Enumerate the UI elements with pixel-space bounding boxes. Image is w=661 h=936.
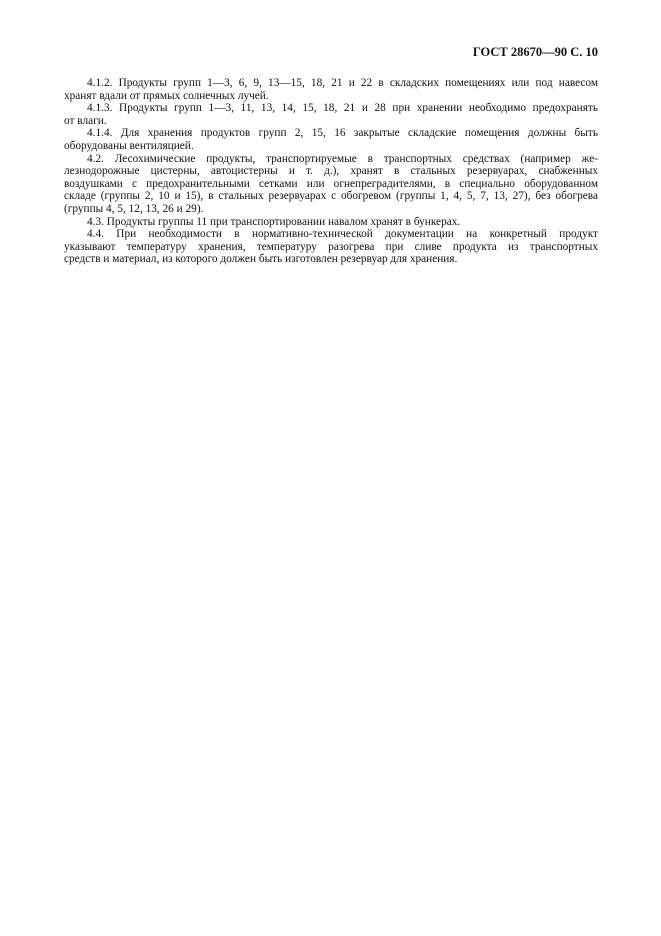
paragraph — [64, 77, 598, 102]
text-line: средств и материал, из которого должен быть изготовлен резервуар для хранения. — [64, 253, 458, 266]
text-line: 4.2. Лесохимические продукты, транспортируемые в транспортных средствах (например же- — [87, 152, 598, 165]
text-line: лезнодорожные цистерны, автоцистерны и т. д.), хранят в стальных резервуарах, снабженных — [64, 165, 598, 178]
paragraph — [64, 216, 598, 229]
text-line: 4.1.4. Для хранения продуктов групп 2, 15, 16 закрытые складские помещения должны быть — [87, 127, 598, 140]
paragraph — [64, 228, 598, 266]
text-line: 4.1.3. Продукты групп 1—3, 11, 13, 14, 15, 18, 21 и 28 при хранении необходимо предохранять — [87, 102, 598, 115]
text-line: воздушками с предохранительными сетками или огнепреградителями, в специально оборудованном — [64, 177, 598, 190]
text-line: складе (группы 2, 10 и 15), в стальных резервуарах с обогревом (группы 1, 4, 5, 7, 13, 27), без обогрева — [64, 190, 598, 203]
page-header: ГОСТ 28670—90 С. 10 — [472, 45, 598, 59]
paragraph — [64, 127, 598, 152]
text-line: 4.1.2. Продукты групп 1—3, 6, 9, 13—15, 18, 21 и 22 в складских помещениях или под навесом — [87, 77, 598, 89]
document-body — [64, 77, 598, 266]
text-line: 4.3. Продукты группы 11 при транспортировании навалом хранят в бункерах. — [87, 215, 461, 228]
paragraph — [64, 153, 598, 216]
text-line: хранят вдали от прямых солнечных лучей. — [64, 89, 269, 102]
text-line: от влаги. — [64, 114, 107, 127]
text-line: оборудованы вентиляцией. — [64, 139, 194, 152]
text-line: 4.4. При необходимости в нормативно-технической документации на конкретный продукт — [87, 228, 598, 241]
text-line: (группы 4, 5, 12, 13, 26 и 29). — [64, 202, 204, 215]
paragraph — [64, 102, 598, 127]
text-line: указывают температуру хранения, температуру разогрева при сливе продукта из транспортных — [64, 240, 598, 253]
